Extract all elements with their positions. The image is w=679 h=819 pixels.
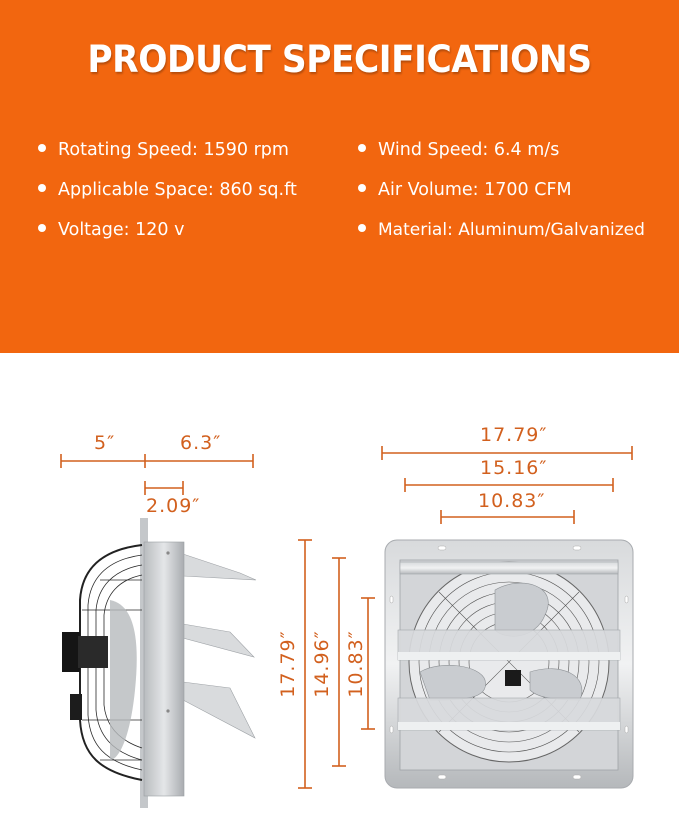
dim-height-opening: 10.83″ xyxy=(345,630,367,698)
spec-label: Applicable Space: 860 sq.ft xyxy=(58,180,297,200)
spec-label: Rotating Speed: 1590 rpm xyxy=(58,140,289,160)
spec-label: Voltage: 120 v xyxy=(58,220,185,240)
side-view-fan xyxy=(62,518,256,808)
dim-width-frame: 15.16″ xyxy=(480,457,548,479)
dim-height-frame: 14.96″ xyxy=(311,630,333,698)
spec-label: Wind Speed: 6.4 m/s xyxy=(378,140,560,160)
dim-width-overall: 17.79″ xyxy=(480,424,548,446)
dim-depth-front: 5″ xyxy=(94,432,116,454)
dim-width-opening: 10.83″ xyxy=(478,490,546,512)
dim-height-overall: 17.79″ xyxy=(277,630,299,698)
dim-depth-rear: 6.3″ xyxy=(180,432,222,454)
front-view-fan xyxy=(385,540,633,788)
dim-frame-depth: 2.09″ xyxy=(146,495,201,517)
spec-label: Air Volume: 1700 CFM xyxy=(378,180,572,200)
side-dimension-lines xyxy=(61,454,253,495)
spec-label: Material: Aluminum/Galvanized xyxy=(378,220,645,240)
page-title: PRODUCT SPECIFICATIONS xyxy=(87,38,592,81)
